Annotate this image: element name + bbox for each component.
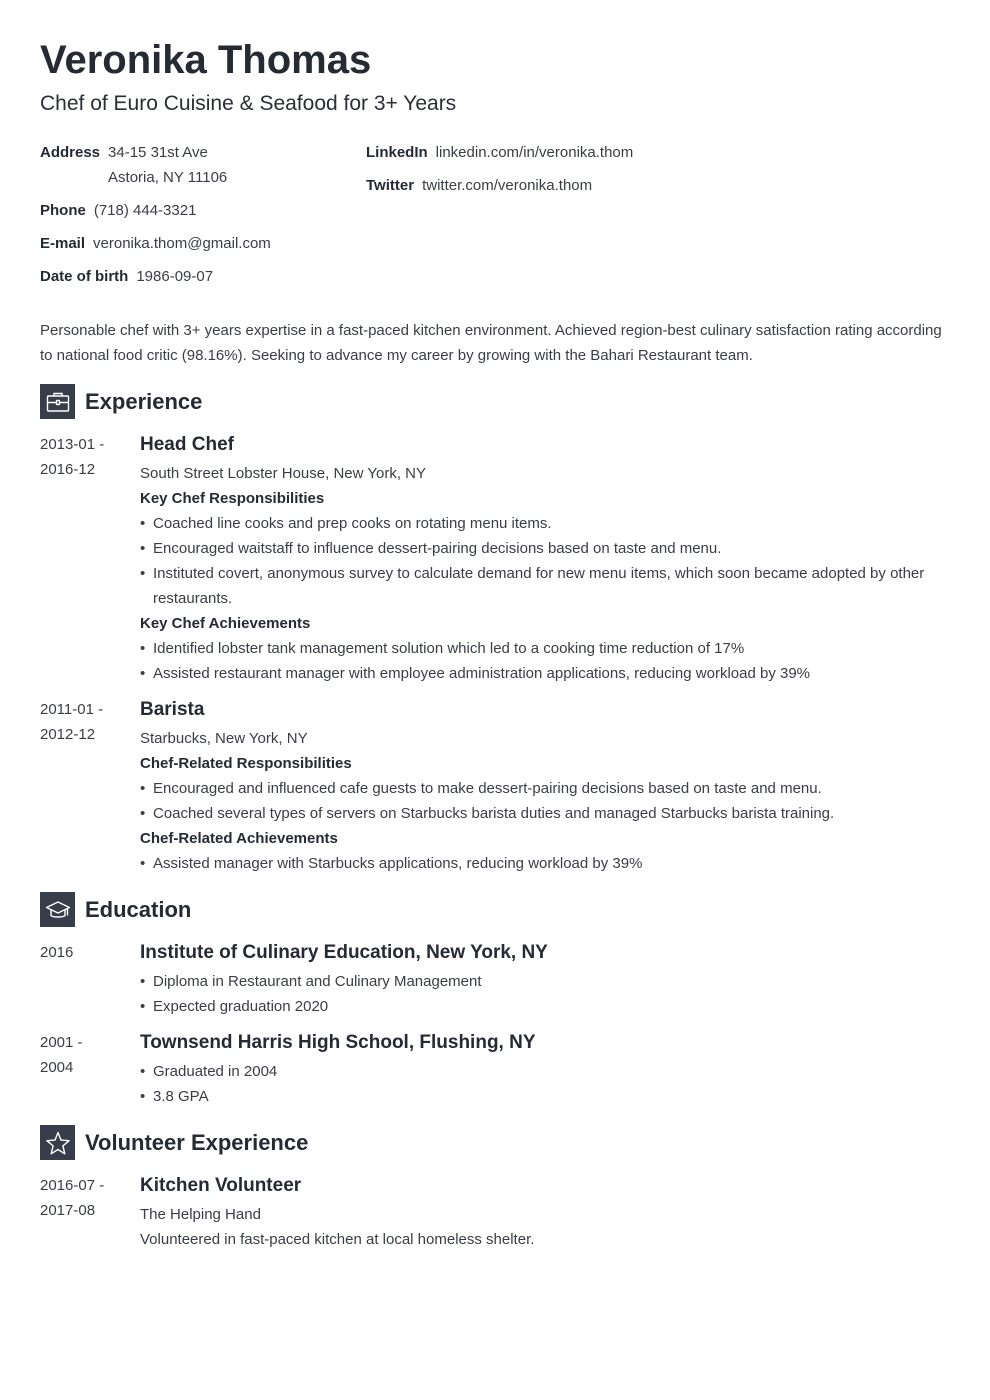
contact-linkedin — [366, 140, 926, 165]
entry-body — [140, 697, 950, 876]
list-item: • Identified lobster tank management solution which led to a cooking time reduction of 17% — [140, 636, 950, 661]
employer-location: South Street Lobster House, New York, NY — [140, 465, 426, 482]
date-start: 2016-07 - — [40, 1177, 105, 1194]
linkedin-label: LinkedIn — [366, 144, 428, 161]
responsibilities-heading: Key Chef Responsibilities — [140, 490, 325, 507]
contact-dob — [40, 264, 360, 289]
education-details-list — [140, 969, 950, 1019]
dob-value: 1986-09-07 — [136, 268, 214, 285]
education-details-list — [140, 1059, 950, 1109]
phone-value: (718) 444-3321 — [93, 202, 197, 219]
employer-location: Starbucks, New York, NY — [140, 730, 308, 747]
entry-body — [140, 1173, 950, 1252]
address-line-1: 34-15 31st Ave — [108, 144, 208, 161]
job-title: Barista — [140, 699, 205, 720]
address-label: Address — [40, 144, 101, 161]
list-item: • Assisted restaurant manager with employee administration applications, reducing workload by 39% — [140, 661, 950, 686]
linkedin-value: linkedin.com/in/veronika.thom — [435, 144, 634, 161]
experience-header — [40, 384, 950, 419]
list-item: • Coached line cooks and prep cooks on rotating menu items. — [140, 511, 950, 536]
list-item: • Assisted manager with Starbucks applications, reducing workload by 39% — [140, 851, 950, 876]
address-line-2: Astoria, NY 11106 — [108, 169, 228, 186]
candidate-name: Veronika Thomas — [40, 38, 372, 82]
achievements-list — [140, 851, 950, 876]
entry-date — [40, 1173, 130, 1223]
twitter-value: twitter.com/veronika.thom — [422, 177, 593, 194]
entry-body — [140, 1030, 950, 1109]
phone-label: Phone — [40, 202, 86, 219]
email-label: E-mail — [40, 235, 86, 252]
graduation-cap-icon — [40, 892, 75, 927]
twitter-label: Twitter — [366, 177, 415, 194]
list-item: • Instituted covert, anonymous survey to calculate demand for new menu items, which soon became adopted by other restaurants. — [140, 561, 950, 611]
education-title: Education — [85, 896, 192, 922]
list-item: • 3.8 GPA — [140, 1084, 950, 1109]
entry-body — [140, 432, 950, 686]
contact-address — [40, 140, 360, 190]
organization: The Helping Hand — [140, 1206, 261, 1223]
experience-title: Experience — [85, 388, 203, 414]
candidate-headline: Chef of Euro Cuisine & Seafood for 3+ Years — [40, 92, 457, 115]
star-icon — [40, 1125, 75, 1160]
achievements-list — [140, 636, 950, 686]
date-end: 2012-12 — [40, 726, 96, 743]
contact-phone — [40, 198, 360, 223]
contact-column-right — [366, 140, 926, 206]
address-value — [108, 140, 227, 190]
list-item: • Encouraged waitstaff to influence dessert-pairing decisions based on taste and menu. — [140, 536, 950, 561]
dob-label: Date of birth — [40, 268, 129, 285]
date-end: 2016-12 — [40, 461, 96, 478]
entry-body — [140, 940, 950, 1019]
entry-date — [40, 1030, 130, 1080]
education-header — [40, 892, 950, 927]
achievements-heading: Key Chef Achievements — [140, 615, 311, 632]
date-start: 2016 — [40, 944, 74, 961]
list-item: • Diploma in Restaurant and Culinary Management — [140, 969, 950, 994]
professional-summary: Personable chef with 3+ years expertise in a fast-paced kitchen environment. Achieved region-best culinary satisfaction rating according to national food critic (98.16%). Seeking to advance my career by growing with the Bahari Restaurant team. — [40, 322, 942, 364]
responsibilities-list — [140, 511, 950, 611]
date-start: 2013-01 - — [40, 436, 105, 453]
responsibilities-list — [140, 776, 950, 826]
volunteer-title: Volunteer Experience — [85, 1129, 309, 1155]
volunteer-section — [40, 1125, 950, 1160]
entry-date — [40, 697, 130, 747]
date-end: 2004 — [40, 1059, 74, 1076]
entry-date — [40, 940, 130, 965]
contact-twitter — [366, 173, 926, 198]
entry-date — [40, 432, 130, 482]
role-description: Volunteered in fast-paced kitchen at local homeless shelter. — [140, 1231, 535, 1248]
list-item: • Expected graduation 2020 — [140, 994, 950, 1019]
job-title: Head Chef — [140, 434, 234, 455]
experience-section — [40, 384, 950, 419]
contact-column-left — [40, 140, 360, 297]
education-section — [40, 892, 950, 927]
list-item: • Graduated in 2004 — [140, 1059, 950, 1084]
volunteer-header — [40, 1125, 950, 1160]
achievements-heading: Chef-Related Achievements — [140, 830, 338, 847]
date-end: 2017-08 — [40, 1202, 96, 1219]
school-name: Institute of Culinary Education, New York, NY — [140, 942, 548, 963]
list-item: • Encouraged and influenced cafe guests to make dessert-pairing decisions based on taste and menu. — [140, 776, 950, 801]
date-start: 2011-01 - — [40, 701, 104, 718]
email-value: veronika.thom@gmail.com — [93, 235, 271, 252]
responsibilities-heading: Chef-Related Responsibilities — [140, 755, 352, 772]
list-item: • Coached several types of servers on Starbucks barista duties and managed Starbucks barista training. — [140, 801, 950, 826]
role-title: Kitchen Volunteer — [140, 1175, 302, 1196]
school-name: Townsend Harris High School, Flushing, NY — [140, 1032, 536, 1053]
contact-email — [40, 231, 360, 256]
date-start: 2001 - — [40, 1034, 83, 1051]
briefcase-icon — [40, 384, 75, 419]
